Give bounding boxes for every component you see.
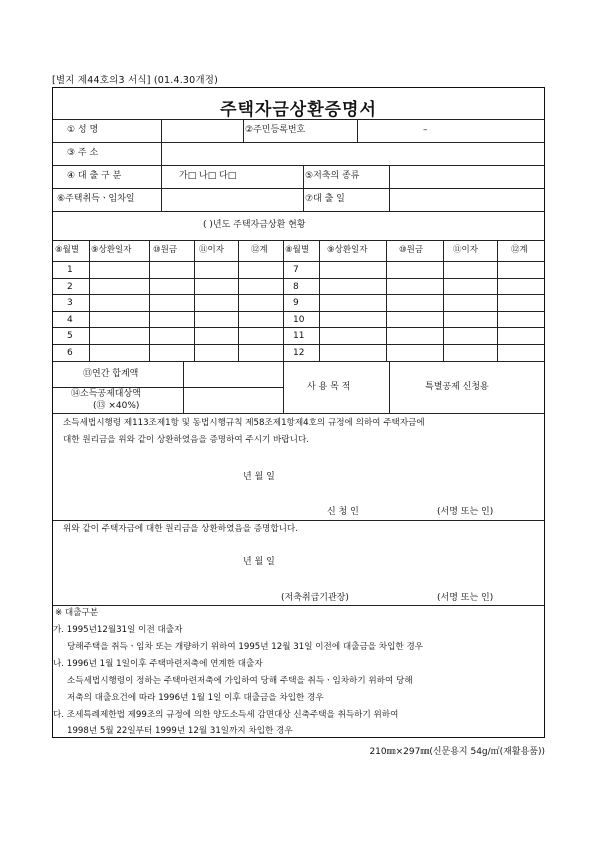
deduct-formula-label: (⑬ ×40%) xyxy=(93,401,140,411)
month-row-label: 5 xyxy=(67,331,73,341)
deduct-amount-label: ⑭소득공제대상액 xyxy=(71,389,141,399)
note-a-desc: 당해주택을 취득ㆍ임차 또는 개량하기 위하여 1995년 12월 31일 이전에 대출금을 차입한 경우 xyxy=(67,642,424,652)
month-row-label: 7 xyxy=(293,265,299,275)
month-row-label: 2 xyxy=(67,282,73,292)
paper-spec-note: 210㎜×297㎜(신문용지 54g/㎡(재활용품)) xyxy=(369,747,545,757)
month-row-label: 11 xyxy=(293,331,305,341)
month-row-label: 3 xyxy=(67,298,73,308)
notes-heading: ※ 대출구분 xyxy=(55,608,99,618)
status-table-title: ( )년도 주택자금상환 현황 xyxy=(203,220,306,230)
issuer-sign-label: (서명 또는 인) xyxy=(437,593,494,603)
col-total-left: ⑫계 xyxy=(251,245,268,255)
request-text-line1: 소득세법시행령 제113조제1항 및 동법시행규칙 제58조제1항제4호의 규정에 의하여 주택자금에 xyxy=(63,418,425,428)
cert-text-line1: 위와 같이 주택자금에 대한 원리금을 상환하였음을 증명합니다. xyxy=(63,524,298,534)
month-row-label: 12 xyxy=(293,348,305,358)
col-interest-right: ⑪이자 xyxy=(453,245,478,255)
resident-number-dash: – xyxy=(423,125,428,135)
certificate-form xyxy=(52,87,545,738)
request-text-line2: 대한 원리금을 위와 같이 상환하였음을 증명하여 주시기 바랍니다. xyxy=(63,435,309,445)
note-c-desc: 1998년 5월 22일부터 1999년 12월 31일까지 차입한 경우 xyxy=(67,726,293,736)
applicant-label: 신 청 인 xyxy=(327,507,359,517)
cert-date: 년 월 일 xyxy=(243,557,275,567)
applicant-sign-label: (서명 또는 인) xyxy=(437,507,494,517)
form-number-note: [별지 제44호의3 서식] (01.4.30개정) xyxy=(52,75,219,86)
col-interest-left: ⑪이자 xyxy=(199,245,224,255)
address-label: ③ 주 소 xyxy=(67,148,99,158)
name-label: ① 성 명 xyxy=(67,125,99,135)
col-principal-right: ⑩원금 xyxy=(399,245,424,255)
note-c-title: 다. 조세특례제한법 제99조의 규정에 의한 양도소득세 감면대상 신축주택을 취득하기 위하여 xyxy=(53,710,399,720)
acquire-date-label: ⑥주택취득ㆍ임차일 xyxy=(57,194,135,204)
month-row-label: 6 xyxy=(67,348,73,358)
month-row-label: 1 xyxy=(67,265,73,275)
month-row-label: 4 xyxy=(67,315,73,325)
col-month-right: ⑧월별 xyxy=(285,245,310,255)
savings-type-label: ⑤저축의 종류 xyxy=(305,171,360,181)
col-month-left: ⑧월별 xyxy=(55,245,80,255)
month-row-label: 9 xyxy=(293,298,299,308)
col-principal-left: ⑩원금 xyxy=(153,245,178,255)
issuer-label: (저축취급기관장) xyxy=(281,593,349,603)
col-repay-date-left: ⑨상환일자 xyxy=(91,245,132,255)
purpose-label: 사 용 목 적 xyxy=(307,382,351,392)
purpose-value: 특별공제 신청용 xyxy=(425,382,489,392)
col-total-right: ⑫계 xyxy=(511,245,528,255)
loan-type-label: ④ 대 출 구 분 xyxy=(67,171,122,181)
note-a-title: 가. 1995년12월31일 이전 대출자 xyxy=(53,625,183,635)
col-repay-date-right: ⑨상환일자 xyxy=(327,245,368,255)
form-title: 주택자금상환증명서 xyxy=(220,100,377,120)
request-date: 년 월 일 xyxy=(243,472,275,482)
resident-number-label: ②주민등록번호 xyxy=(245,125,306,135)
month-row-label: 8 xyxy=(293,282,299,292)
note-b-title: 나. 1996년 1월 1일이후 주택마련저축에 연계한 대출자 xyxy=(53,659,263,669)
annual-total-label: ⑬연간 합계액 xyxy=(83,369,139,379)
note-b-desc-line1: 소득세법시행령이 정하는 주택마련저축에 가입하여 당해 주택을 취득ㆍ임차하기 위하여 당해 xyxy=(67,676,413,686)
loan-type-options[interactable]: 가□ 나□ 다□ xyxy=(179,171,237,181)
month-row-label: 10 xyxy=(293,315,305,325)
loan-date-label: ⑦대 출 일 xyxy=(305,194,345,204)
note-b-desc-line2: 저축의 대출요건에 따라 1996년 1월 1일 이후 대출금을 차입한 경우 xyxy=(67,693,324,703)
